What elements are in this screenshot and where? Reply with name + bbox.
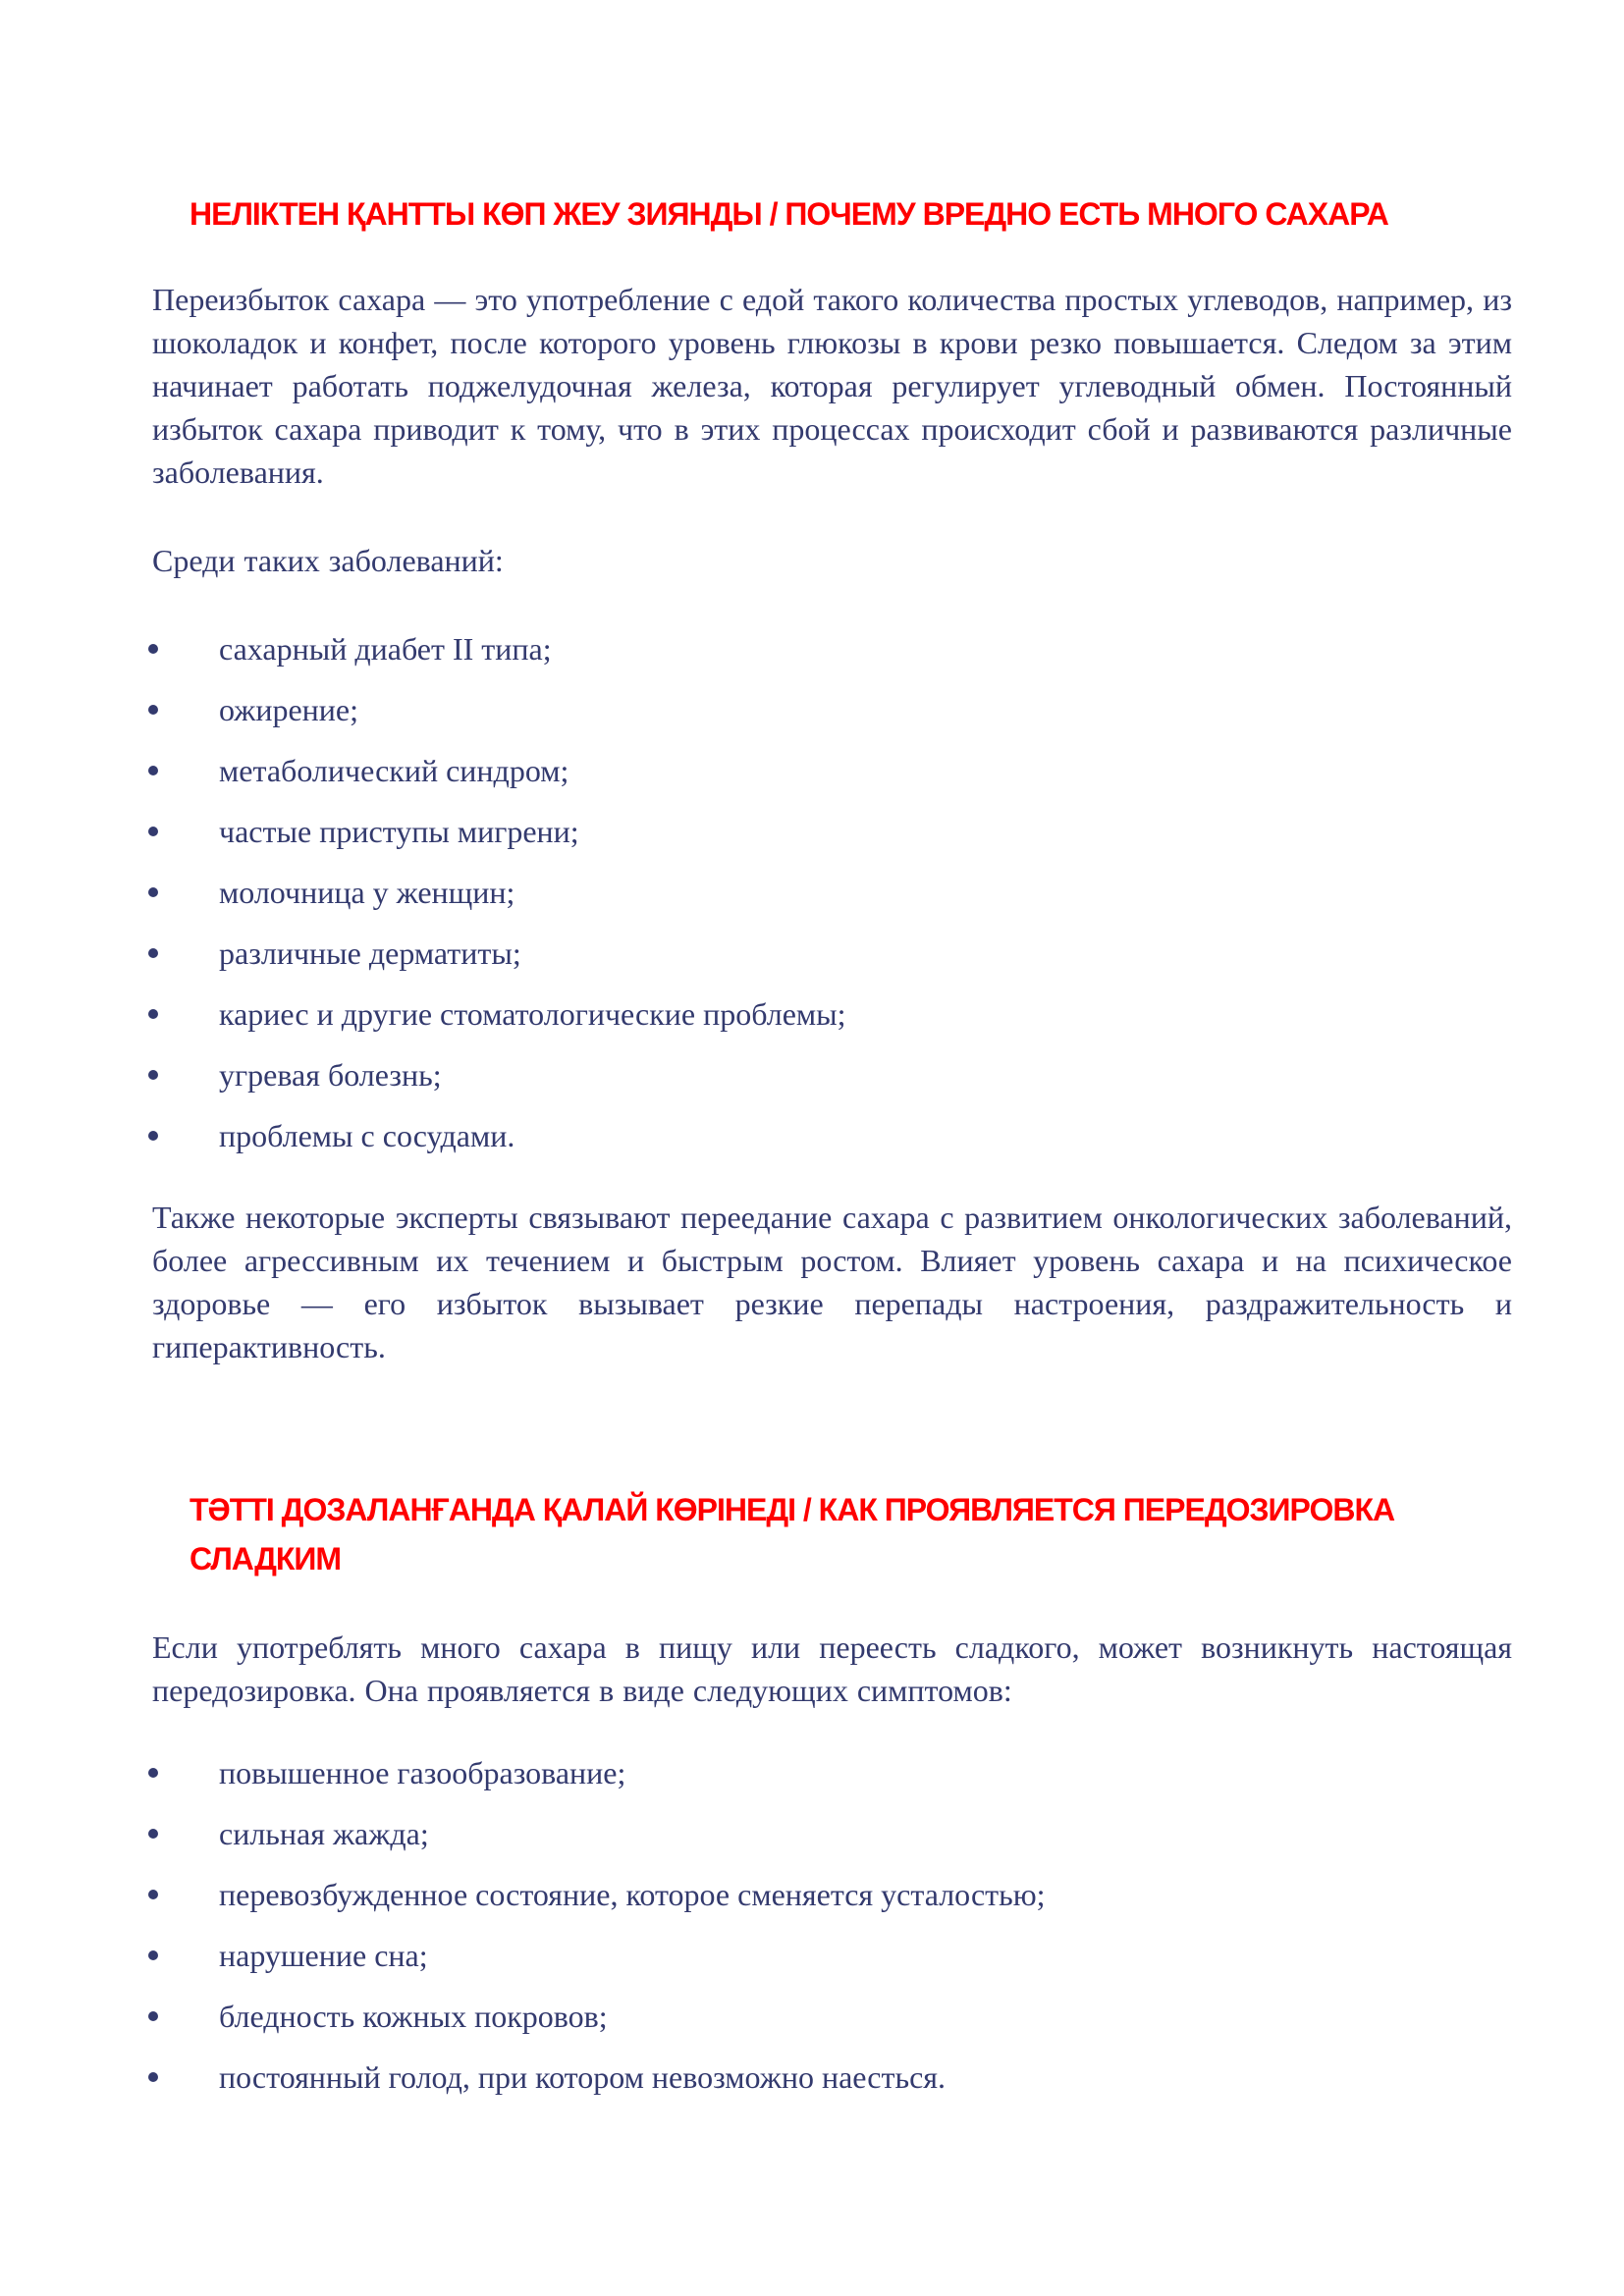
section1-list-intro: Среди таких заболеваний: — [152, 543, 504, 578]
diseases-list — [152, 627, 1512, 1157]
list-item-text: проблемы с сосудами. — [219, 1118, 515, 1153]
list-item-text: сахарный диабет II типа; — [219, 631, 552, 667]
bullet-icon — [148, 2011, 158, 2021]
list-item — [152, 749, 1512, 792]
list-item-text: бледность кожных покровов; — [219, 1999, 608, 2034]
list-item — [152, 1114, 1512, 1157]
bullet-icon — [148, 644, 158, 654]
bullet-icon — [148, 1131, 158, 1141]
list-item — [152, 1873, 1512, 1916]
bullet-icon — [148, 827, 158, 836]
list-item-text: сильная жажда; — [219, 1816, 429, 1851]
list-item-text: кариес и другие стоматологические проблемы; — [219, 996, 846, 1032]
section1-paragraph-1: Переизбыток сахара — это употребление с едой такого количества простых углеводов, например, из шоколадок и конфет, после которого уровень глюкозы в крови резко повышается. Следом за этим начинает работать поджелудочная железа, которая регулирует углеводный обмен. Постоянный избыток сахара приводит к тому, что в этих процессах происходит сбой и развиваются различные заболевания. — [152, 282, 1512, 490]
list-item — [152, 688, 1512, 731]
bullet-icon — [148, 1829, 158, 1839]
bullet-icon — [148, 1009, 158, 1019]
bullet-icon — [148, 1890, 158, 1899]
list-item-text: различные дерматиты; — [219, 935, 521, 971]
list-item — [152, 1934, 1512, 1977]
section1-heading: НЕЛІКТЕН ҚАНТТЫ КӨП ЖЕУ ЗИЯНДЫ / ПОЧЕМУ ВРЕДНО ЕСТЬ МНОГО САХАРА — [189, 196, 1388, 232]
list-item-text: метаболический синдром; — [219, 753, 569, 788]
list-item-text: ожирение; — [219, 692, 358, 727]
bullet-icon — [148, 1768, 158, 1778]
bullet-icon — [148, 2072, 158, 2082]
list-item — [152, 2056, 1512, 2099]
section2-heading: ТӘТТІ ДОЗАЛАНҒАНДА ҚАЛАЙ КӨРІНЕДІ / КАК ПРОЯВЛЯЕТСЯ ПЕРЕДОЗИРОВКА СЛАДКИМ — [189, 1492, 1395, 1576]
list-item-text: угревая болезнь; — [219, 1057, 442, 1093]
list-item — [152, 1812, 1512, 1855]
list-item-text: постоянный голод, при котором невозможно наесться. — [219, 2059, 946, 2095]
list-item — [152, 1053, 1512, 1096]
list-item-text: перевозбужденное состояние, которое сменяется усталостью; — [219, 1877, 1046, 1912]
bullet-icon — [148, 766, 158, 775]
section2-paragraph-1: Если употреблять много сахара в пищу или переесть сладкого, может возникнуть настоящая передозировка. Она проявляется в виде следующих симптомов: — [152, 1629, 1512, 1708]
list-item — [152, 627, 1512, 670]
list-item-text: молочница у женщин; — [219, 875, 515, 910]
section1-paragraph-2: Также некоторые эксперты связывают переедание сахара с развитием онкологических заболеваний, более агрессивным их течением и быстрым ростом. Влияет уровень сахара и на психическое здоровье — его избыток вызывает резкие перепады настроения, раздражительность и гиперактивность. — [152, 1200, 1512, 1364]
list-item — [152, 810, 1512, 853]
bullet-icon — [148, 705, 158, 715]
list-item-text: нарушение сна; — [219, 1938, 428, 1973]
symptoms-list — [152, 1751, 1512, 2099]
list-item — [152, 932, 1512, 975]
list-item — [152, 992, 1512, 1036]
list-item — [152, 1751, 1512, 1794]
list-item-text: повышенное газообразование; — [219, 1755, 626, 1790]
list-item — [152, 1995, 1512, 2038]
list-item — [152, 871, 1512, 914]
bullet-icon — [148, 887, 158, 897]
bullet-icon — [148, 1950, 158, 1960]
bullet-icon — [148, 948, 158, 958]
list-item-text: частые приступы мигрени; — [219, 814, 579, 849]
bullet-icon — [148, 1070, 158, 1080]
